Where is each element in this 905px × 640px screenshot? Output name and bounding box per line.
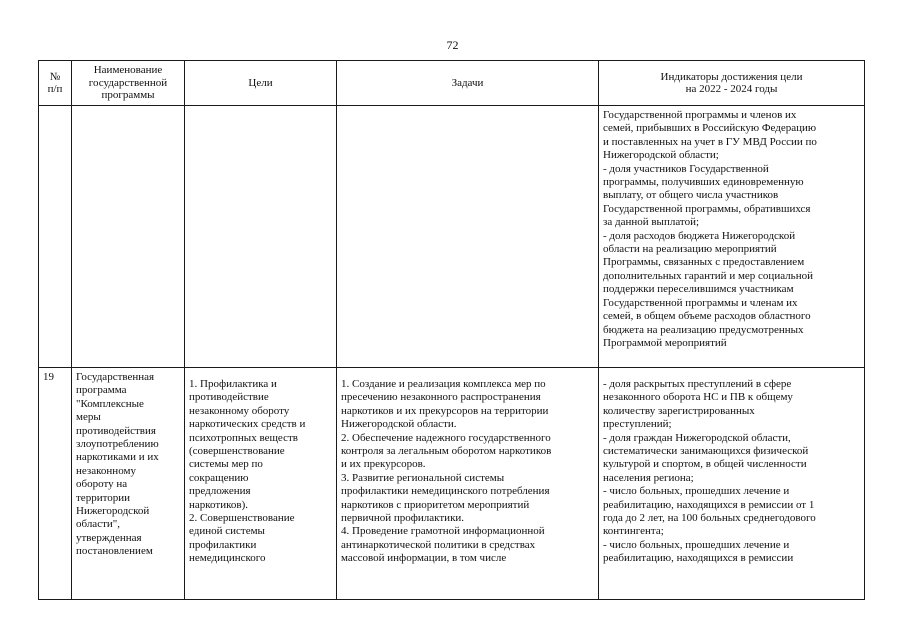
page-number: 72 [446,38,459,52]
cell-num [39,106,72,368]
cell-tasks: 1. Создание и реализация комплекса мер по пресечению незаконного распространения наркотиков и их прекурсоров на территории Нижегородской области. 2. Обеспечение надежного государственного контроля за легальным оборотом наркотиков и их прекурсоров. 3. Развитие региональной системы профилактики немедицинского потребления наркотиков с приоритетом мероприятий первичной профилактики. 4. Проведение грамотной информационной антинаркотической политики в средствах массовой информации, в том числе [337,368,599,600]
header-num: № п/п [39,61,72,106]
table-header-row [39,61,865,106]
header-indicators: Индикаторы достижения цели на 2022 - 2024 годы [599,61,865,106]
cell-tasks [337,106,599,368]
cell-program-name: Государственная программа "Комплексные меры противодействия злоупотреблению наркотиками и их незаконному обороту на территории Нижегородской области", утвержденная постановлением [72,368,185,600]
table-row [39,368,865,600]
header-goals: Цели [185,61,337,106]
cell-program-name [72,106,185,368]
header-program-name: Наименование государственной программы [72,61,185,106]
cell-goals: 1. Профилактика и противодействие незаконному обороту наркотических средств и психотропных веществ (совершенствование системы мер по сокращению предложения наркотиков). 2. Совершенствование единой системы профилактики немедицинского [185,368,337,600]
cell-num: 19 [39,368,72,600]
cell-goals [185,106,337,368]
header-tasks: Задачи [337,61,599,106]
cell-indicators: - доля раскрытых преступлений в сфере незаконного оборота НС и ПВ к общему количеству зарегистрированных преступлений; - доля граждан Нижегородской области, систематически занимающихся физической культурой и спортом, в общей численности населения региона; - число больных, прошедших лечение и реабилитацию, находящихся в ремиссии от 1 года до 2 лет, на 100 больных среднегодового контингента; - число больных, прошедших лечение и реабилитацию, находящихся в ремиссии [599,368,865,600]
table-row [39,106,865,368]
programs-table [38,60,865,600]
cell-indicators: Государственной программы и членов их семей, прибывших в Российскую Федерацию и поставленных на учет в ГУ МВД России по Нижегородской области; - доля участников Государственной программы, получивших единовременную выплату, от общего числа участников Государственной программы, обратившихся за данной выплатой; - доля расходов бюджета Нижегородской области на реализацию мероприятий Программы, связанных с предоставлением дополнительных гарантий и мер социальной поддержки переселившимся участникам Государственной программы и членам их семей, в общем объеме расходов областного бюджета на реализацию предусмотренных Программой мероприятий [599,106,865,368]
